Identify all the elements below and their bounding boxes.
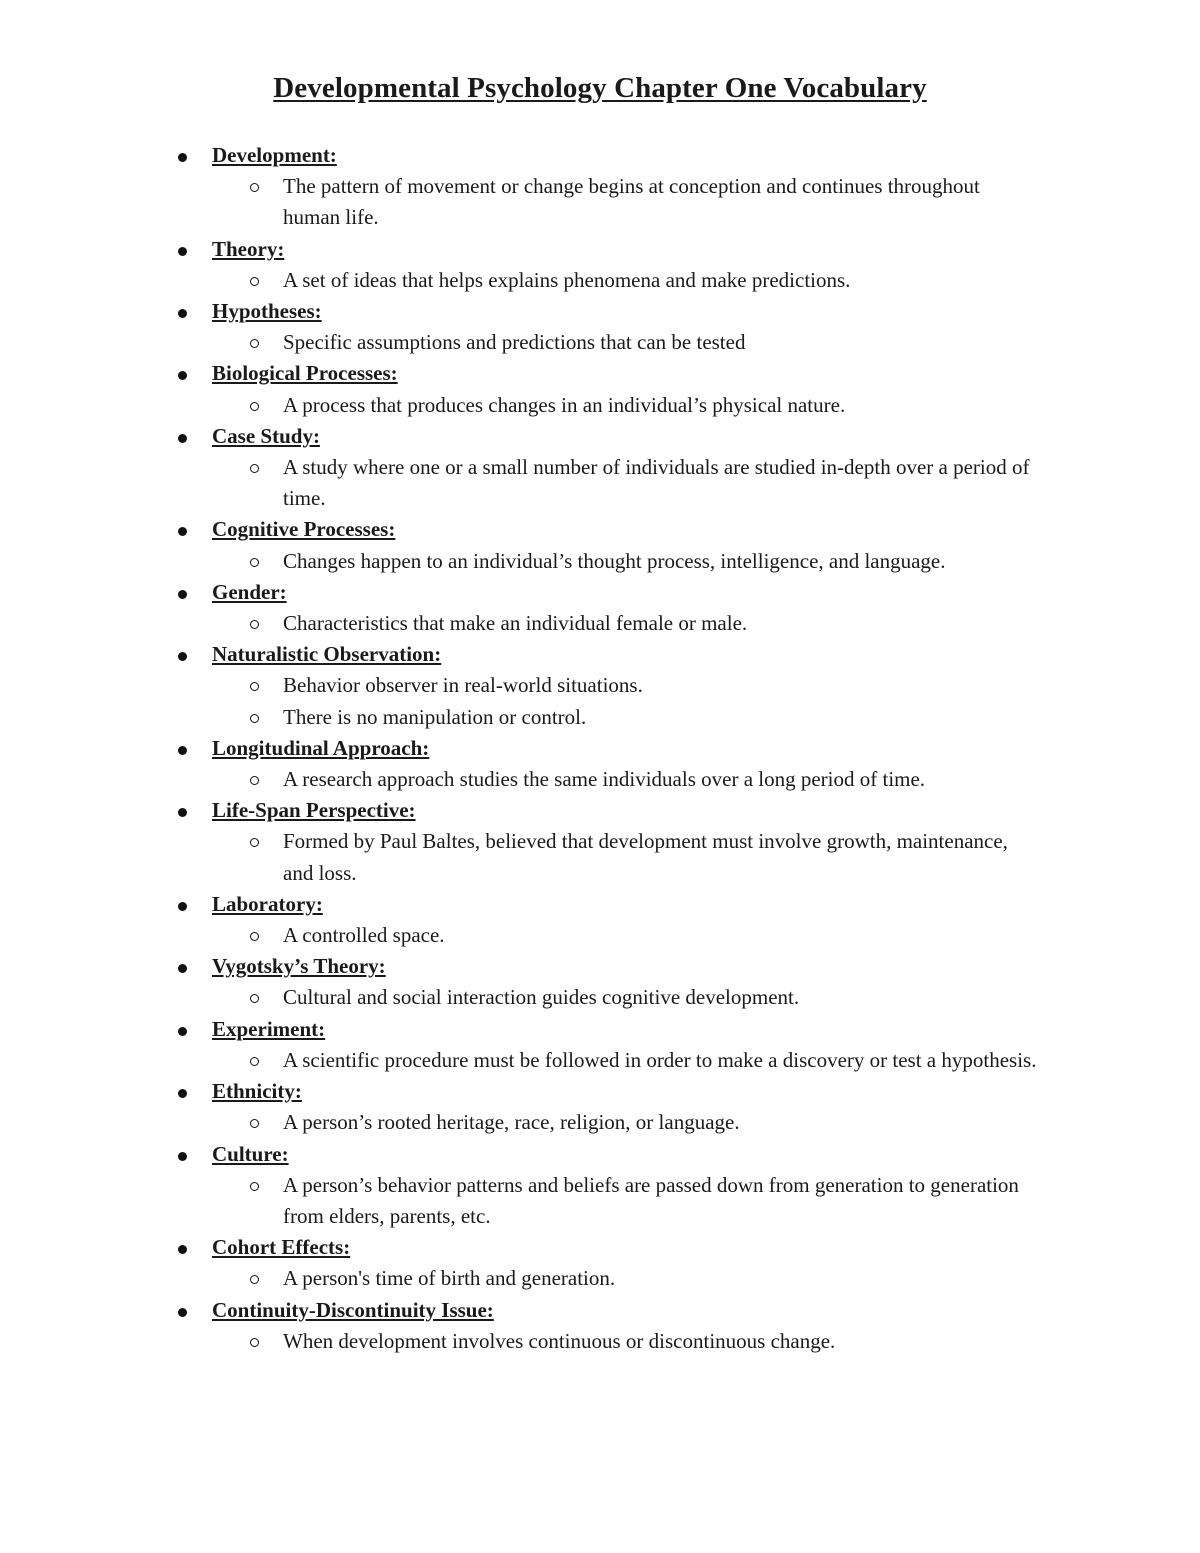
hollow-bullet-icon xyxy=(250,776,259,785)
definition-item xyxy=(212,982,1042,1013)
definition-item xyxy=(212,764,1042,795)
definition-list xyxy=(212,452,1042,514)
definition-text: Specific assumptions and predictions that can be tested xyxy=(283,330,746,355)
vocab-term: Vygotsky’s Theory: xyxy=(212,954,386,979)
vocab-entry xyxy=(212,140,1042,234)
filled-bullet-icon xyxy=(178,527,187,536)
definition-list xyxy=(212,1263,1042,1294)
definition-item xyxy=(212,1326,1042,1357)
vocab-term: Ethnicity: xyxy=(212,1079,302,1104)
definition-text: Cultural and social interaction guides cognitive development. xyxy=(283,985,800,1010)
vocab-entry xyxy=(212,421,1042,515)
definition-list xyxy=(212,608,1042,639)
vocab-term: Naturalistic Observation: xyxy=(212,642,442,667)
filled-bullet-icon xyxy=(178,1245,187,1254)
vocabulary-list xyxy=(212,140,1042,1357)
vocab-entry xyxy=(212,234,1042,296)
definition-item xyxy=(212,826,1042,888)
vocab-entry xyxy=(212,951,1042,1013)
hollow-bullet-icon xyxy=(250,682,259,691)
hollow-bullet-icon xyxy=(250,277,259,286)
definition-item xyxy=(212,1045,1042,1076)
hollow-bullet-icon xyxy=(250,1275,259,1284)
hollow-bullet-icon xyxy=(250,339,259,348)
definition-text: Behavior observer in real-world situations. xyxy=(283,673,643,698)
page-title: Developmental Psychology Chapter One Vocabulary xyxy=(273,72,927,104)
hollow-bullet-icon xyxy=(250,464,259,473)
vocab-term: Continuity-Discontinuity Issue: xyxy=(212,1297,494,1322)
filled-bullet-icon xyxy=(178,808,187,817)
vocab-term: Longitudinal Approach: xyxy=(212,735,430,760)
definition-item xyxy=(212,670,1042,701)
vocab-entry xyxy=(212,1295,1042,1357)
definition-text: A process that produces changes in an individual’s physical nature. xyxy=(283,392,846,417)
filled-bullet-icon xyxy=(178,371,187,380)
vocab-term: Case Study: xyxy=(212,423,320,448)
definition-item xyxy=(212,452,1042,514)
definition-text: When development involves continuous or discontinuous change. xyxy=(283,1328,836,1353)
vocab-entry xyxy=(212,1076,1042,1138)
vocab-entry xyxy=(212,795,1042,889)
definition-list xyxy=(212,982,1042,1013)
filled-bullet-icon xyxy=(178,309,187,318)
definition-text: A scientific procedure must be followed in order to make a discovery or test a hypothesis. xyxy=(283,1047,1037,1072)
definition-text: Characteristics that make an individual female or male. xyxy=(283,611,748,636)
filled-bullet-icon xyxy=(178,590,187,599)
vocab-term: Theory: xyxy=(212,236,285,261)
definition-item xyxy=(212,1170,1042,1232)
vocab-entry xyxy=(212,889,1042,951)
definition-text: A person's time of birth and generation. xyxy=(283,1266,616,1291)
filled-bullet-icon xyxy=(178,1089,187,1098)
hollow-bullet-icon xyxy=(250,994,259,1003)
filled-bullet-icon xyxy=(178,247,187,256)
definition-list xyxy=(212,1170,1042,1232)
definition-text: A study where one or a small number of individuals are studied in-depth over a period of time. xyxy=(283,455,1030,511)
definition-item xyxy=(212,702,1042,733)
definition-list xyxy=(212,1107,1042,1138)
definition-list xyxy=(212,546,1042,577)
definition-list xyxy=(212,1045,1042,1076)
hollow-bullet-icon xyxy=(250,714,259,723)
hollow-bullet-icon xyxy=(250,558,259,567)
definition-item xyxy=(212,920,1042,951)
definition-text: There is no manipulation or control. xyxy=(283,704,587,729)
hollow-bullet-icon xyxy=(250,620,259,629)
vocab-term: Cohort Effects: xyxy=(212,1235,351,1260)
definition-item xyxy=(212,171,1042,233)
definition-item xyxy=(212,265,1042,296)
definition-text: A set of ideas that helps explains phenomena and make predictions. xyxy=(283,267,851,292)
definition-text: Formed by Paul Baltes, believed that development must involve growth, maintenance, and loss. xyxy=(283,829,1008,885)
vocab-entry xyxy=(212,1014,1042,1076)
filled-bullet-icon xyxy=(178,1308,187,1317)
vocab-term: Experiment: xyxy=(212,1016,326,1041)
filled-bullet-icon xyxy=(178,652,187,661)
vocab-entry xyxy=(212,639,1042,733)
vocab-term: Laboratory: xyxy=(212,891,323,916)
hollow-bullet-icon xyxy=(250,183,259,192)
filled-bullet-icon xyxy=(178,1027,187,1036)
definition-text: Changes happen to an individual’s thought process, intelligence, and language. xyxy=(283,548,946,573)
definition-list xyxy=(212,670,1042,732)
definition-item xyxy=(212,1263,1042,1294)
filled-bullet-icon xyxy=(178,153,187,162)
filled-bullet-icon xyxy=(178,746,187,755)
vocab-term: Hypotheses: xyxy=(212,299,322,324)
definition-item xyxy=(212,546,1042,577)
vocab-entry xyxy=(212,1139,1042,1233)
definition-item xyxy=(212,608,1042,639)
definition-list xyxy=(212,390,1042,421)
vocab-entry xyxy=(212,1232,1042,1294)
vocab-term: Biological Processes: xyxy=(212,361,398,386)
vocab-entry xyxy=(212,733,1042,795)
vocab-entry xyxy=(212,577,1042,639)
definition-text: A research approach studies the same individuals over a long period of time. xyxy=(283,767,926,792)
definition-text: A person’s behavior patterns and beliefs are passed down from generation to generation from elders, parents, etc. xyxy=(283,1172,1019,1228)
vocab-term: Life-Span Perspective: xyxy=(212,798,416,823)
hollow-bullet-icon xyxy=(250,1182,259,1191)
definition-text: The pattern of movement or change begins at conception and continues throughout human life. xyxy=(283,174,980,230)
hollow-bullet-icon xyxy=(250,402,259,411)
vocab-entry xyxy=(212,358,1042,420)
definition-item xyxy=(212,1107,1042,1138)
definition-list xyxy=(212,171,1042,233)
hollow-bullet-icon xyxy=(250,1119,259,1128)
hollow-bullet-icon xyxy=(250,838,259,847)
hollow-bullet-icon xyxy=(250,1057,259,1066)
vocab-term: Culture: xyxy=(212,1141,289,1166)
definition-text: A controlled space. xyxy=(283,923,445,948)
hollow-bullet-icon xyxy=(250,932,259,941)
definition-item xyxy=(212,327,1042,358)
filled-bullet-icon xyxy=(178,434,187,443)
vocab-term: Development: xyxy=(212,143,337,167)
vocab-term: Gender: xyxy=(212,579,287,604)
definition-list xyxy=(212,826,1042,888)
definition-list xyxy=(212,265,1042,296)
definition-list xyxy=(212,920,1042,951)
definition-list xyxy=(212,764,1042,795)
filled-bullet-icon xyxy=(178,964,187,973)
vocab-entry xyxy=(212,296,1042,358)
definition-item xyxy=(212,390,1042,421)
filled-bullet-icon xyxy=(178,902,187,911)
definition-list xyxy=(212,1326,1042,1357)
vocab-entry xyxy=(212,514,1042,576)
filled-bullet-icon xyxy=(178,1152,187,1161)
vocab-term: Cognitive Processes: xyxy=(212,517,396,542)
hollow-bullet-icon xyxy=(250,1338,259,1347)
definition-text: A person’s rooted heritage, race, religion, or language. xyxy=(283,1110,740,1135)
definition-list xyxy=(212,327,1042,358)
